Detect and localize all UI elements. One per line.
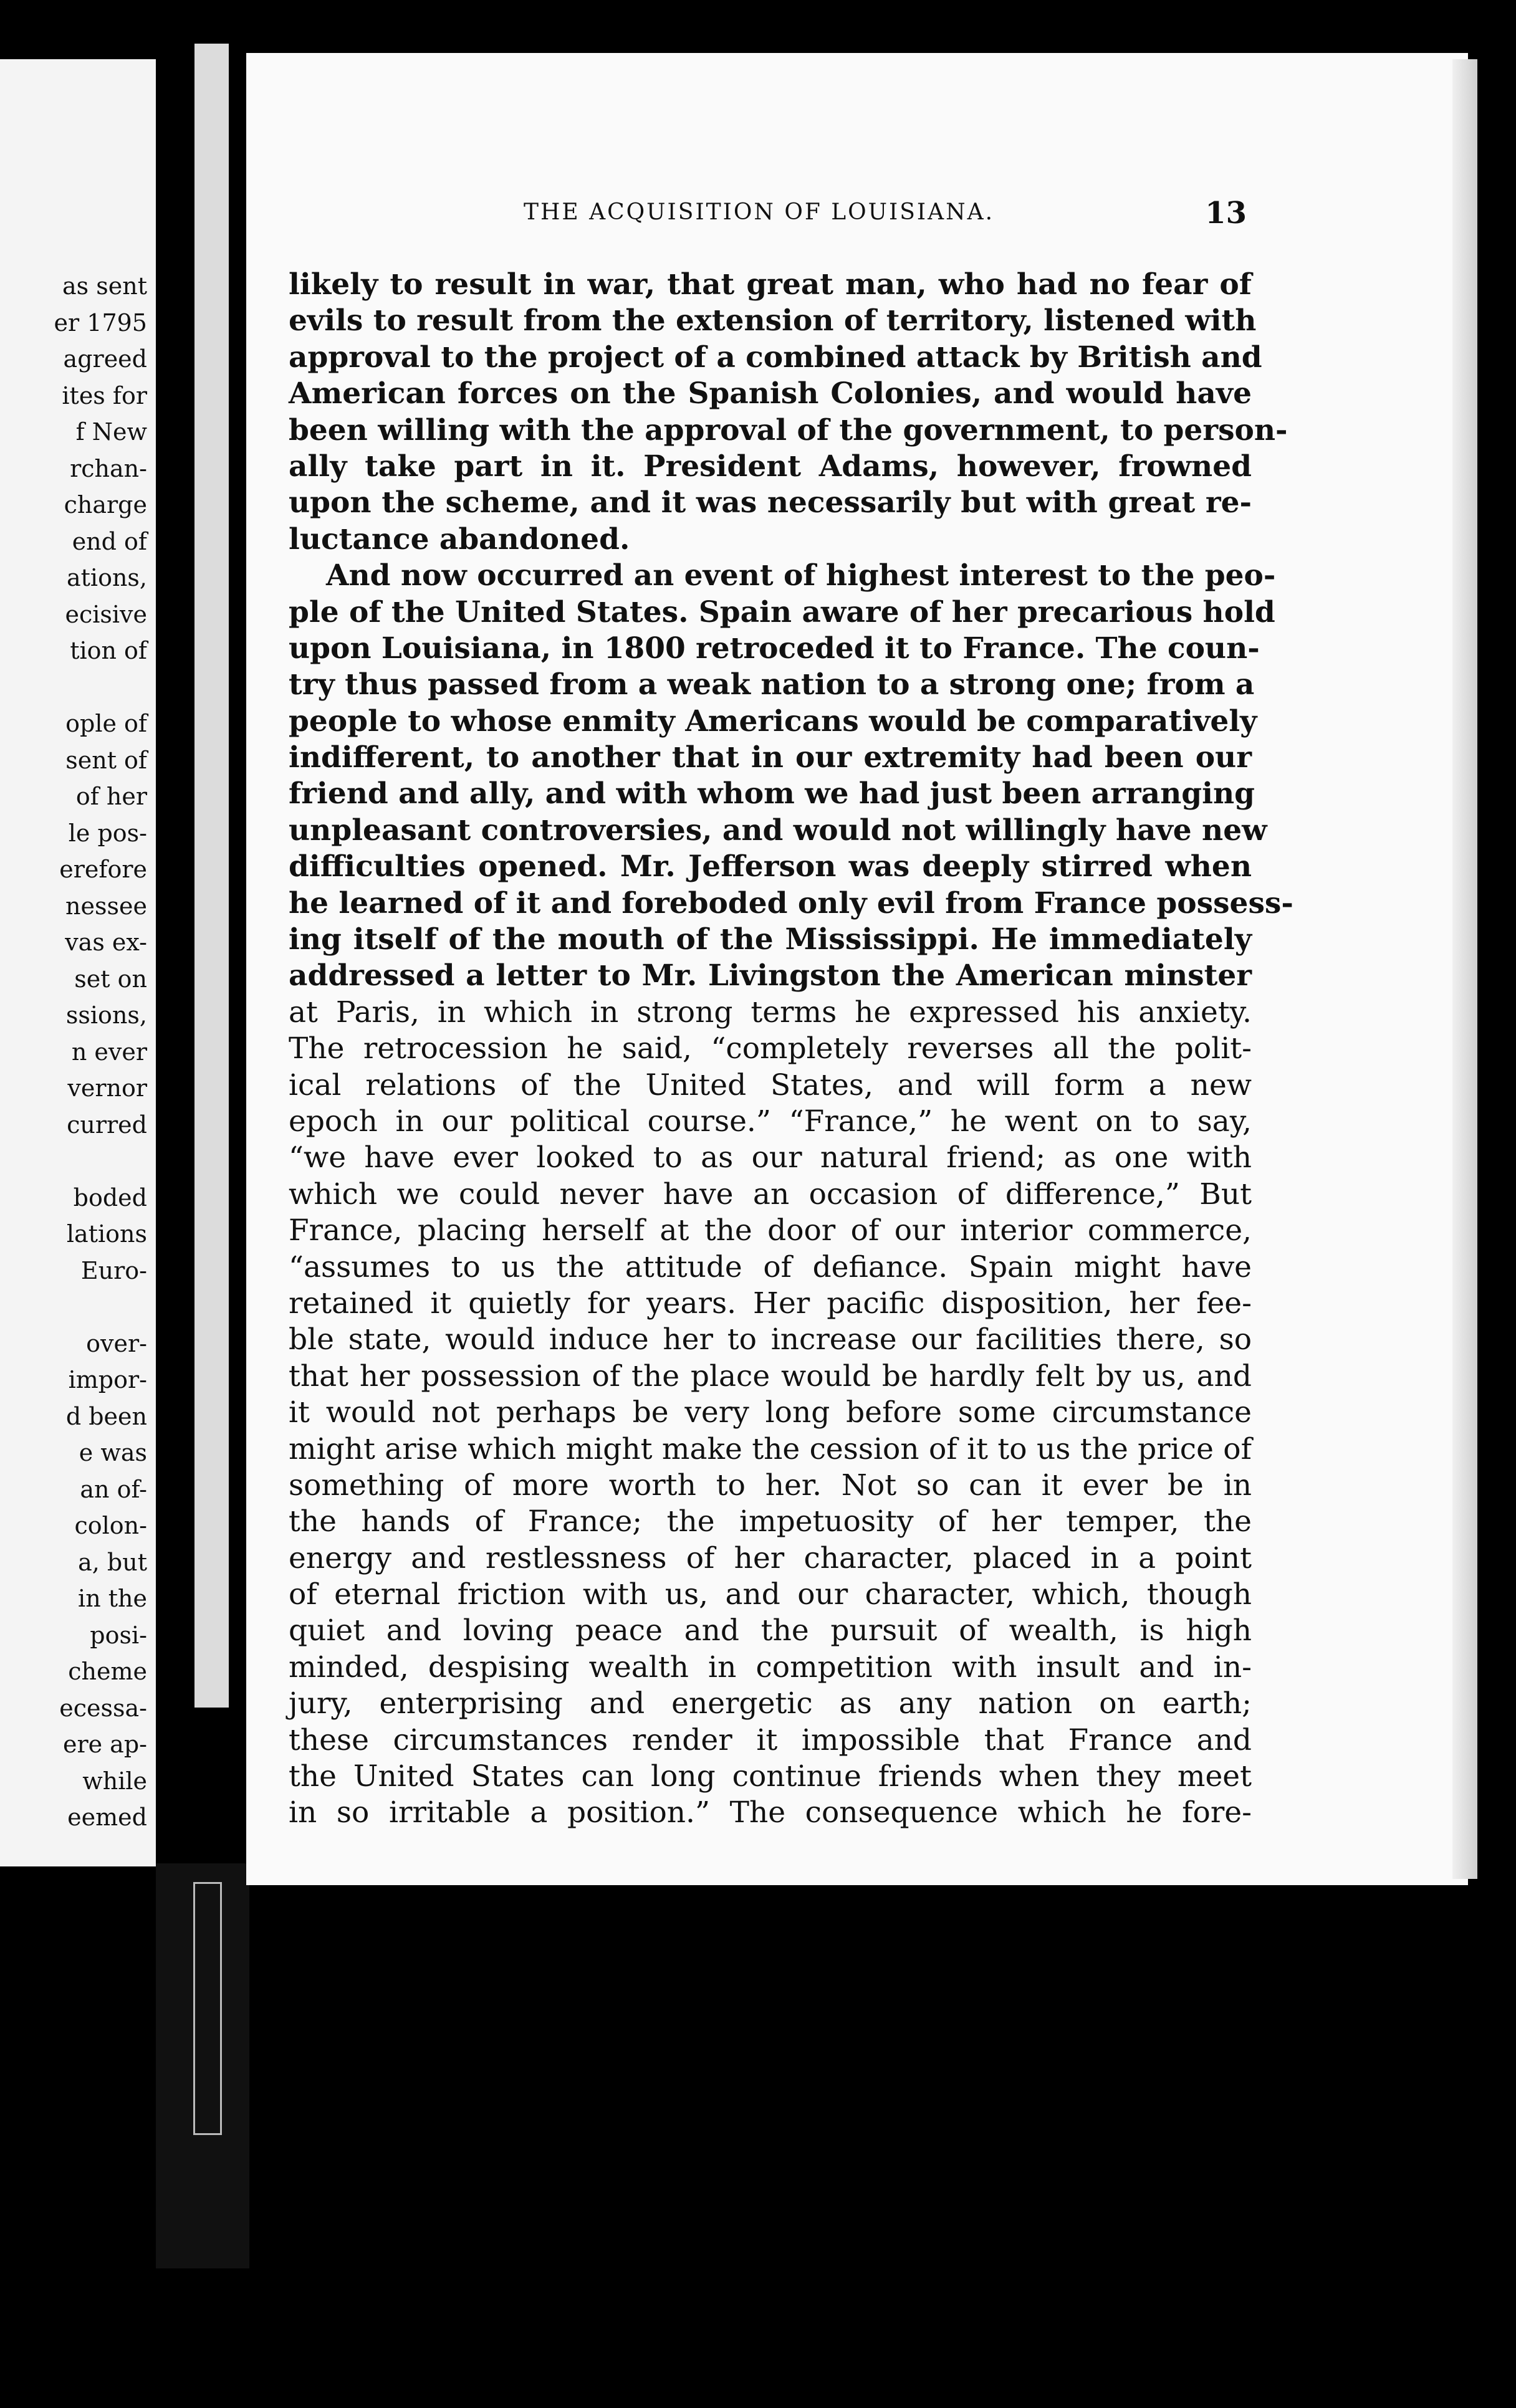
text-line: evils to result from the extension of territory, listened with [289,303,1257,338]
text-line: it would not perhaps be very long before some circumstance [289,1395,1252,1430]
text-line: people to whose enmity Americans would be comparatively [289,704,1257,738]
text-line: retained it quietly for years. Her pacific disposition, her fee- [289,1286,1252,1321]
previous-page [0,59,156,1866]
fragment-line: n ever [71,1038,147,1066]
text-line: approval to the project of a combined attack by British and [289,340,1262,375]
text-line: minded, despising wealth in competition with insult and in- [289,1650,1252,1684]
text-line: The retrocession he said, “completely reverses all the polit- [289,1031,1252,1066]
fragment-line: ople of [65,710,147,737]
fragment-line: eemed [67,1804,147,1831]
fragment-line: boded [73,1183,147,1211]
fragment-line: a, but [78,1548,147,1576]
fragment-line: d been [65,1402,147,1430]
text-line: epoch in our political course.” “France,” he went on to say, [289,1104,1252,1139]
fragment-line: end of [72,527,147,555]
body-text [289,267,1293,1832]
fragment-line [0,669,147,706]
fragment-line: vernor [67,1074,147,1102]
fragment-line: erefore [59,856,147,883]
running-head: THE ACQUISITION OF LOUISIANA. [524,199,995,225]
text-line: something of more worth to her. Not so can it ever be in [289,1468,1252,1503]
text-line: jury, enterprising and energetic as any nation on earth; [289,1686,1252,1721]
fragment-line: posi- [90,1621,147,1649]
page-number: 13 [1205,196,1247,231]
fragment-line: over- [86,1329,147,1357]
text-line: which we could never have an occasion of difference,” But [289,1177,1252,1211]
text-line: quiet and loving peace and the pursuit of wealth, is high [289,1613,1252,1648]
fragment-line: sent of [65,746,147,774]
text-line: upon the scheme, and it was necessarily but with great re- [289,485,1252,520]
text-line: upon Louisiana, in 1800 retroceded it to France. The coun- [289,631,1260,666]
fragment-line: in the [78,1585,147,1612]
text-line: ble state, would induce her to increase our facilities there, so [289,1322,1252,1357]
fragment-line: colon- [74,1512,147,1539]
text-line: unpleasant controversies, and would not willingly have new [289,813,1267,848]
binding-shadow [156,1863,249,2268]
text-line: addressed a letter to Mr. Livingston the American minster [289,958,1252,993]
fragment-line: nessee [65,892,147,920]
text-line: “we have ever looked to as our natural friend; as one with [289,1140,1252,1175]
fragment-line: lations [66,1220,147,1248]
text-line: the United States can long continue friends when they meet [289,1759,1252,1794]
fragment-line [0,1143,147,1180]
text-line: these circumstances render it impossible that France and [289,1722,1252,1757]
fragment-line: f New [75,418,147,446]
fragment-line: ere ap- [62,1731,147,1758]
fragment-line: tion of [70,637,147,664]
fragment-line: rchan- [70,454,147,482]
fragment-line: le pos- [68,819,147,847]
fragment-line: curred [67,1111,147,1139]
text-line: And now occurred an event of highest interest to the peo- [326,558,1276,593]
text-line: might arise which might make the cession of it to us the price of [289,1431,1252,1466]
text-line: at Paris, in which in strong terms he expressed his anxiety. [289,995,1252,1030]
text-line: likely to result in war, that great man, who had no fear of [289,267,1252,302]
fragment-line: ecisive [65,600,147,628]
text-line: ally take part in it. President Adams, however, frowned [289,449,1252,484]
text-line: he learned of it and foreboded only evil from France possess- [289,886,1293,920]
previous-page-text [0,268,147,1836]
fragment-line: vas ex- [65,929,147,956]
text-line: friend and ally, and with whom we had just been arranging [289,776,1255,811]
fragment-line [0,1289,147,1326]
text-line: difficulties opened. Mr. Jefferson was deeply stirred when [289,849,1252,884]
text-line: in so irritable a position.” The consequence which he fore- [289,1795,1252,1830]
text-line: ple of the United States. Spain aware of her precarious hold [289,595,1275,629]
fragment-line: charge [64,491,147,518]
text-line: energy and restlessness of her character, placed in a point [289,1541,1252,1575]
fragment-line: e was [79,1439,147,1466]
text-line: of eternal friction with us, and our character, which, though [289,1577,1252,1612]
text-line: American forces on the Spanish Colonies, and would have [289,376,1252,411]
fragment-line: er 1795 [54,308,147,337]
fragment-line: impor- [68,1366,147,1393]
fragment-line: agreed [63,345,147,373]
page-edge-strip [194,44,229,1708]
text-line: the hands of France; the impetuosity of her temper, the [289,1504,1252,1539]
page-header [436,196,1247,237]
text-line: “assumes to us the attitude of defiance. Spain might have [289,1249,1252,1284]
text-line: indifferent, to another that in our extremity had been our [289,740,1252,775]
fragment-line: as sent [62,272,147,300]
fragment-line: of her [75,783,147,810]
fragment-line: ecessa- [59,1694,147,1722]
text-line: ical relations of the United States, and will form a new [289,1068,1252,1102]
fragment-line: set on [74,965,147,993]
text-line: ing itself of the mouth of the Mississippi. He immediately [289,922,1252,957]
fragment-line: ssions, [65,1001,147,1029]
page-edge-right [1452,59,1477,1879]
text-line: France, placing herself at the door of our interior commerce, [289,1213,1252,1248]
fragment-line: an of- [80,1475,147,1503]
fragment-line: cheme [68,1658,147,1685]
text-line: been willing with the approval of the government, to person- [289,413,1288,447]
fragment-line: ites for [62,381,147,409]
text-line: luctance abandoned. [289,522,630,557]
text-line: try thus passed from a weak nation to a strong one; from a [289,667,1255,702]
fragment-line: while [82,1767,147,1795]
fragment-line: ations, [66,564,147,591]
fragment-line: Euro- [80,1256,147,1284]
text-line: that her possession of the place would be hardly felt by us, and [289,1359,1252,1393]
